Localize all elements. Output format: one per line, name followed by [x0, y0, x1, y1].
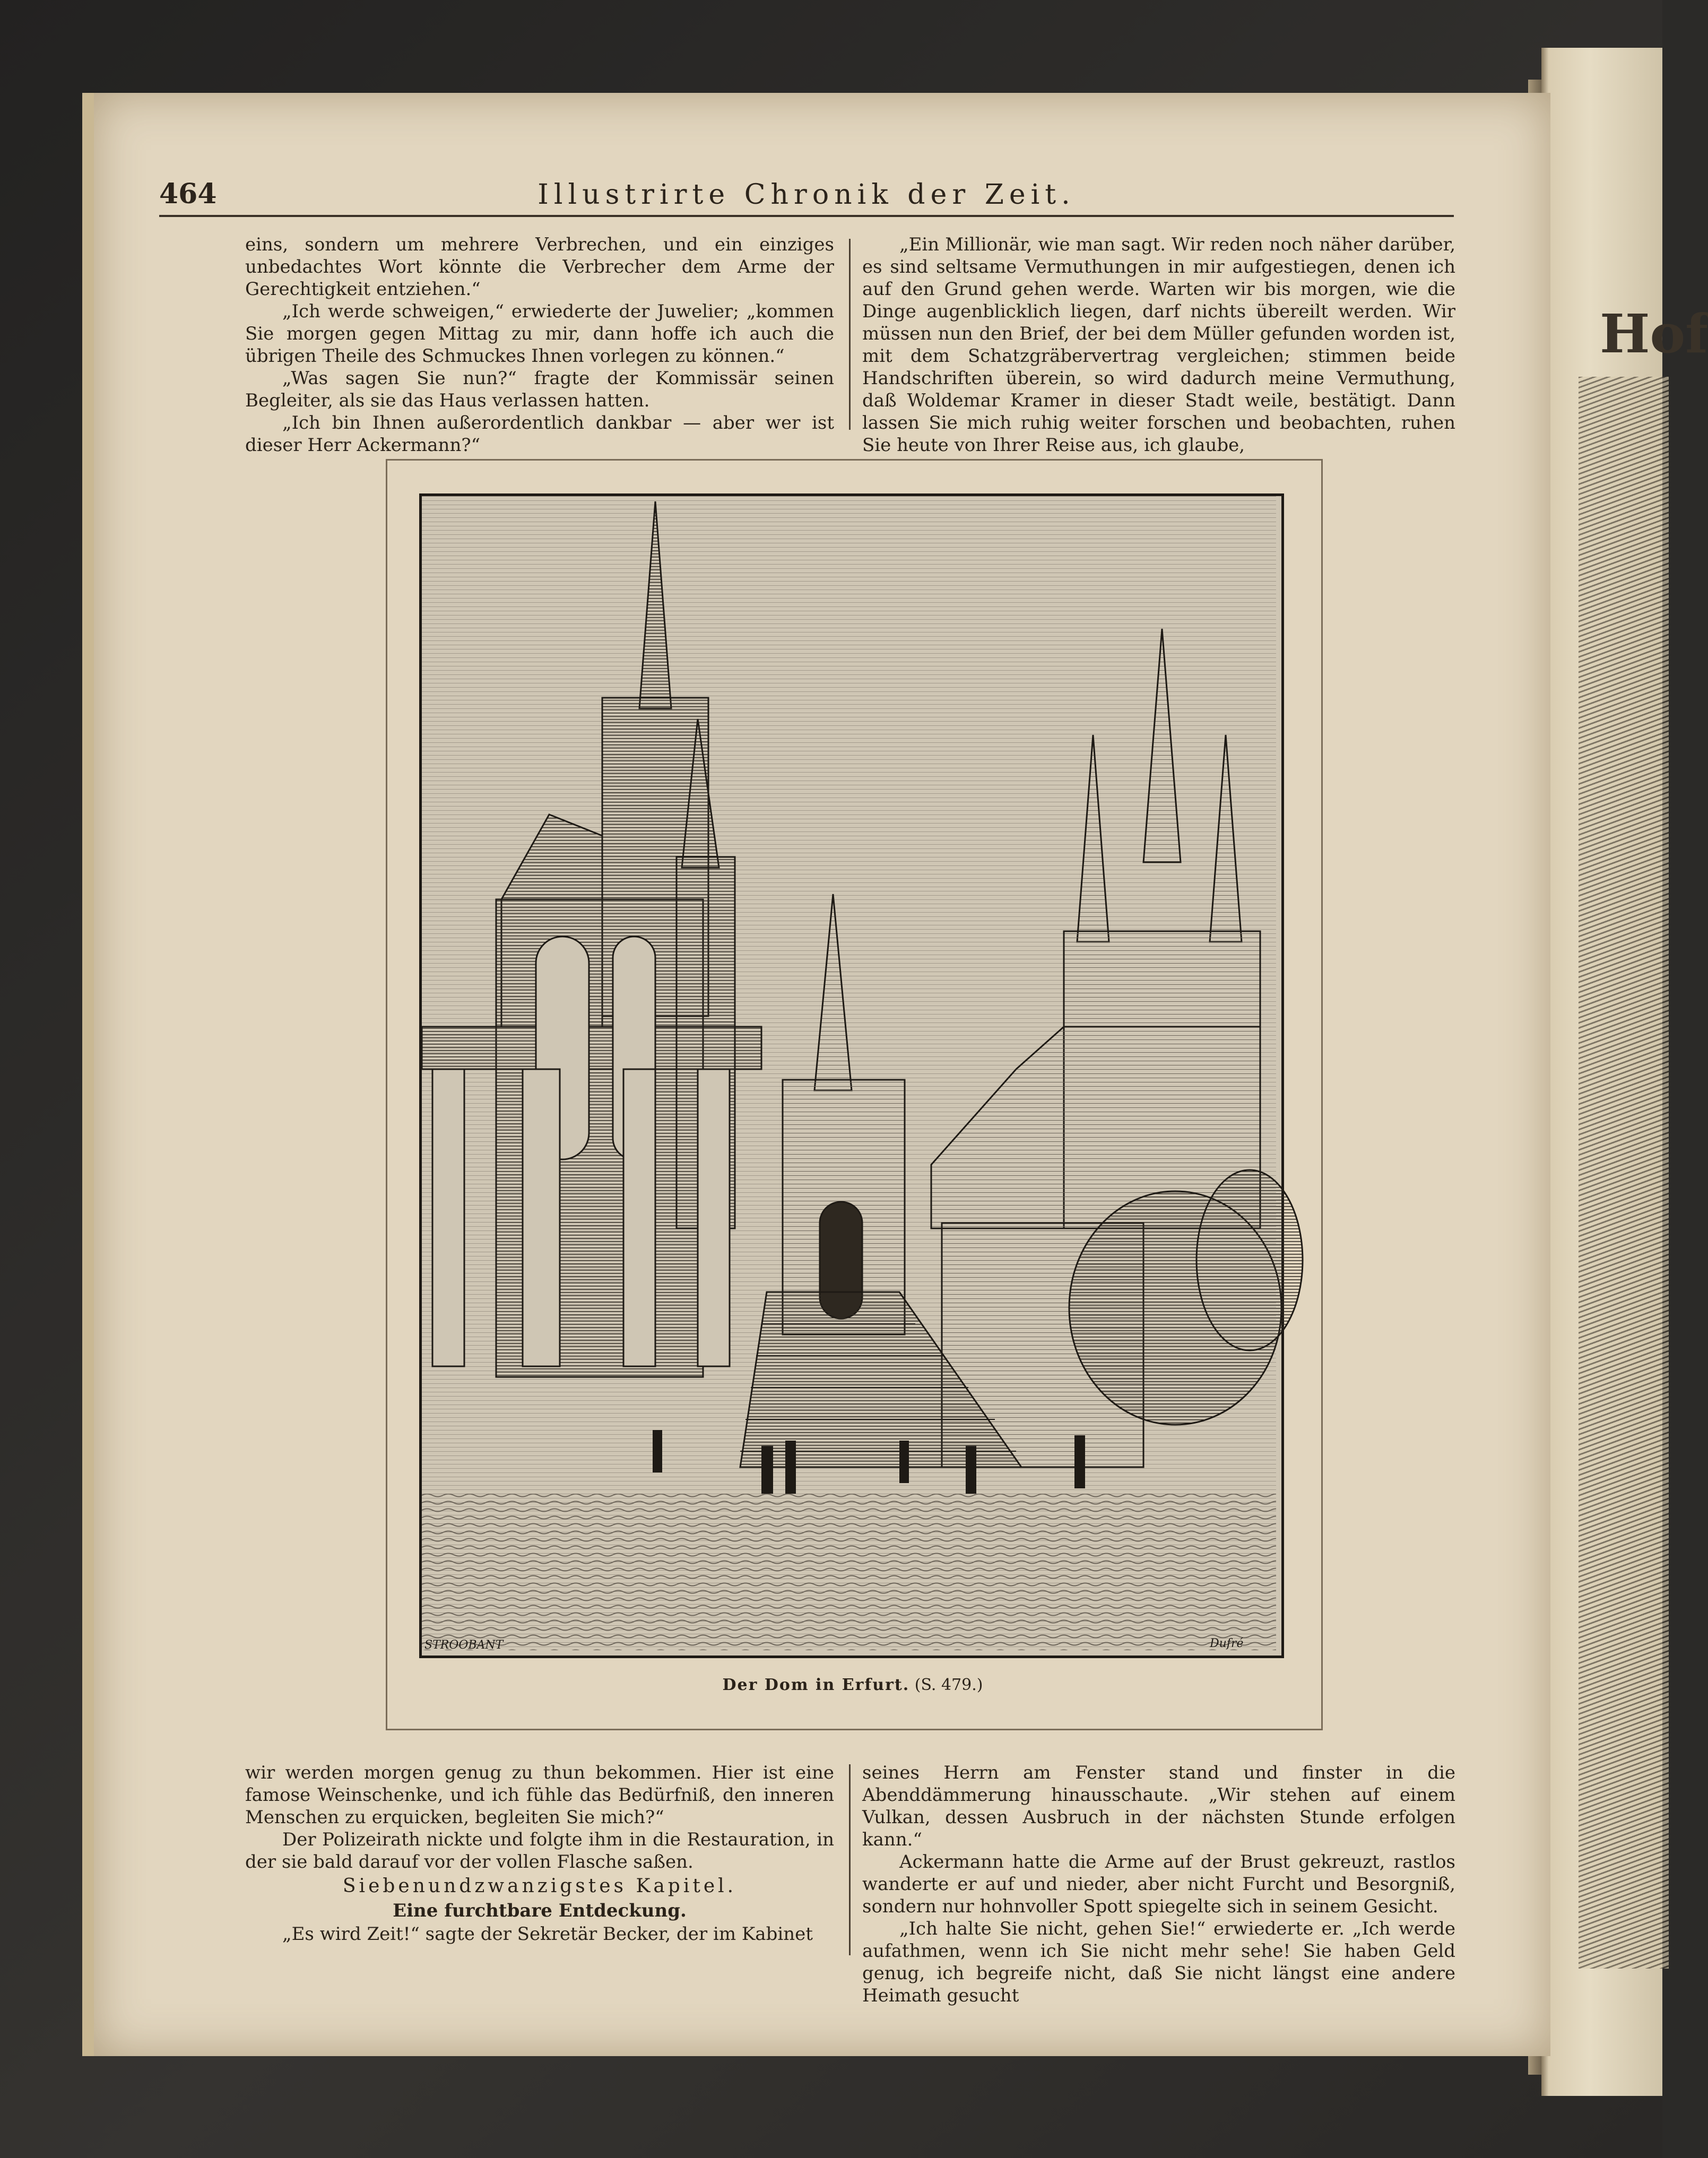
- engraver-signature: STROOBANT: [424, 1639, 504, 1652]
- paragraph: eins, sondern um mehrere Verbrechen, und ein einziges unbedachtes Wort könnte die Verbrecher dem Arme der Gerechtigkeit entziehen.“: [245, 234, 834, 300]
- column-divider: [849, 1764, 851, 1955]
- artist-signature: Dufré: [1210, 1637, 1244, 1650]
- paragraph: seines Herrn am Fenster stand und finster in die Abenddämmerung hinausschaute. „Wir stehen auf einem Vulkan, dessen Ausbruch in der nächsten Stunde erfolgen kann.“: [862, 1762, 1455, 1850]
- paragraph: Ackermann hatte die Arme auf der Brust gekreuzt, rastlos wanderte er auf und nieder, aber nicht Furcht und Besorgniß, sondern nur hohnvoller Spott spiegelte sich in seinem Gesicht.: [862, 1851, 1455, 1917]
- text-column-top-left: [245, 233, 834, 456]
- running-title: Illustrirte Chronik der Zeit.: [537, 179, 1076, 211]
- paragraph: Der Polizeirath nickte und folgte ihm in die Restauration, in der sie bald darauf vor der vollen Flasche saßen.: [245, 1829, 834, 1873]
- paragraph: wir werden morgen genug zu thun bekommen. Hier ist eine famose Weinschenke, und ich fühle das Bedürfniß, den inneren Menschen zu erquicken, begleiten Sie mich?“: [245, 1762, 834, 1828]
- facing-page-illustration: [1579, 377, 1669, 1969]
- chapter-subheading: Eine furchtbare Entdeckung.: [393, 1900, 687, 1921]
- text-column-bottom-left: [245, 1762, 834, 1945]
- text-column-bottom-right: [862, 1762, 1455, 2007]
- caption-reference: (S. 479.): [914, 1676, 983, 1694]
- paragraph: „Ich bin Ihnen außerordentlich dankbar — aber wer ist dieser Herr Ackermann?“: [245, 412, 834, 456]
- illustration-caption: [386, 1676, 1320, 1694]
- page-number: 464: [159, 178, 217, 210]
- page-header: [159, 172, 1454, 217]
- paragraph: „Ich werde schweigen,“ erwiederte der Juwelier; „kommen Sie morgen gegen Mittag zu mir, dann hoffe ich auch die übrigen Theile des Schmuckes Ihnen vorlegen zu können.“: [245, 301, 834, 367]
- facing-page: [1541, 48, 1708, 2096]
- cathedral-engraving: [419, 493, 1284, 1658]
- caption-title: Der Dom in Erfurt.: [722, 1676, 910, 1694]
- paragraph: „Es wird Zeit!“ sagte der Sekretär Becker, der im Kabinet: [282, 1923, 813, 1945]
- paragraph: „Ein Millionär, wie man sagt. Wir reden noch näher darüber, es sind seltsame Vermuthungen in mir aufgestiegen, denen ich auf den Grund gehen werde. Warten wir bis morgen, wie die Dinge augenblicklich liegen, darf nichts übereilt werden. Wir müssen nun den Brief, der bei dem Müller gefunden worden ist, mit dem Schatzgräbervertrag vergleichen; stimmen beide Handschriften überein, so wird dadurch meine Vermuthung, daß Woldemar Kramer in dieser Stadt weile, bestätigt. Dann lassen Sie mich ruhig weiter forschen und beobachten, ruhen Sie heute von Ihrer Reise aus, ich glaube,: [862, 234, 1455, 456]
- paragraph: „Ich halte Sie nicht, gehen Sie!“ erwiederte er. „Ich werde aufathmen, wenn ich Sie nicht mehr sehe! Sie haben Geld genug, ich begreife nicht, daß Sie nicht längst eine andere Heimath gesucht: [862, 1918, 1455, 2006]
- text-column-top-right: [862, 233, 1455, 456]
- facing-page-title-fragment: Hof: [1600, 302, 1708, 365]
- column-divider: [849, 239, 851, 430]
- chapter-heading: Siebenundzwanzigstes Kapitel.: [342, 1875, 737, 1897]
- paragraph: „Was sagen Sie nun?“ fragte der Kommissär seinen Begleiter, als sie das Haus verlassen hatten.: [245, 368, 834, 411]
